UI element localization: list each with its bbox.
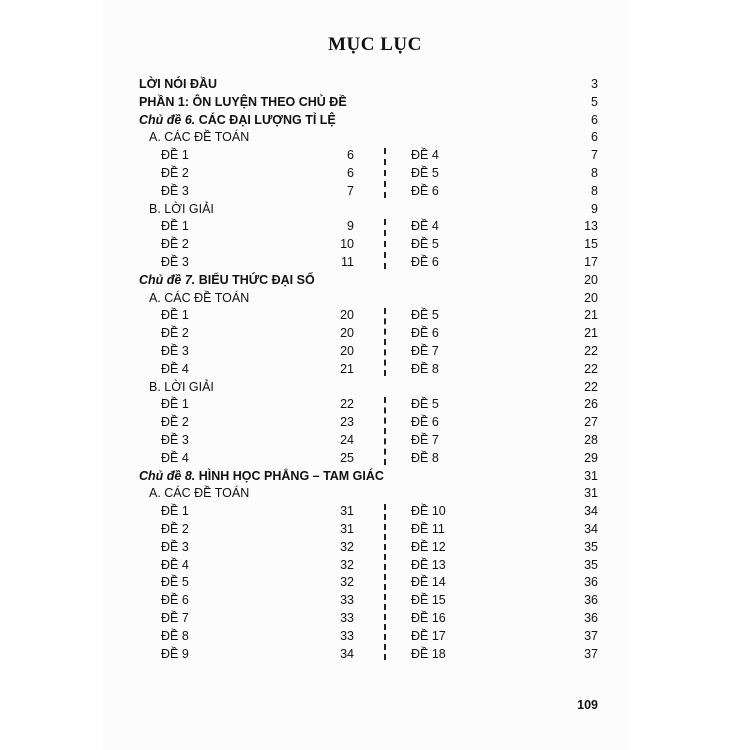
exercise-left-label: ĐỀ 3	[161, 183, 189, 198]
exercise-right-page: 34	[584, 504, 598, 519]
exercise-right-page: 37	[584, 646, 598, 661]
exercise-left-label: ĐỀ 5	[161, 575, 189, 590]
exercise-right-label: ĐỀ 12	[411, 539, 446, 554]
section-row[interactable]	[0, 200, 750, 218]
section-row[interactable]	[0, 378, 750, 396]
exercise-left-page: 23	[340, 415, 354, 430]
exercise-right-label: ĐỀ 5	[411, 308, 439, 323]
exercise-right-page: 15	[584, 237, 598, 252]
exercise-left-label: ĐỀ 2	[161, 166, 189, 180]
exercise-row[interactable]	[0, 520, 750, 538]
exercise-row[interactable]	[0, 217, 750, 235]
exercise-left-page: 9	[347, 219, 354, 234]
exercise-left-page: 33	[340, 628, 354, 643]
exercise-right-label: ĐỀ 5	[411, 237, 439, 252]
exercise-right-label: ĐỀ 8	[411, 450, 439, 465]
exercise-row[interactable]	[0, 146, 750, 164]
exercise-row[interactable]	[0, 164, 750, 182]
exercise-right-page: 17	[584, 255, 598, 269]
exercise-right-label: ĐỀ 17	[411, 628, 446, 643]
exercise-right-page: 22	[584, 361, 598, 376]
entry-page-number: 3	[591, 77, 598, 91]
exercise-right-label: ĐỀ 8	[411, 361, 439, 376]
exercise-right-page: 34	[584, 522, 598, 536]
exercise-right-page: 27	[584, 415, 598, 430]
exercise-row[interactable]	[0, 253, 750, 271]
page-title: MỤC LỤC	[328, 34, 422, 55]
topic-label	[139, 111, 336, 129]
toc-entry[interactable]	[0, 75, 750, 93]
exercise-right-label: ĐỀ 7	[411, 433, 439, 447]
page-number: 109	[577, 698, 598, 712]
exercise-left-page: 6	[347, 166, 354, 180]
exercise-right-page: 7	[591, 148, 598, 163]
exercise-right-label: ĐỀ 16	[411, 611, 446, 625]
exercise-right-page: 21	[584, 326, 598, 341]
exercise-row[interactable]	[0, 556, 750, 574]
exercise-right-label: ĐỀ 5	[411, 166, 439, 180]
exercise-left-label: ĐỀ 4	[161, 557, 189, 572]
exercise-left-label: ĐỀ 3	[161, 433, 189, 447]
exercise-left-label: ĐỀ 1	[161, 504, 189, 519]
exercise-right-label: ĐỀ 13	[411, 557, 446, 572]
column-divider	[384, 148, 386, 197]
toc-entry[interactable]	[0, 93, 750, 111]
exercise-right-page: 36	[584, 593, 598, 608]
exercise-left-label: ĐỀ 1	[161, 148, 189, 163]
topic-row[interactable]	[0, 111, 750, 129]
exercise-row[interactable]	[0, 502, 750, 520]
section-page-number: 6	[591, 130, 598, 145]
exercise-left-page: 34	[340, 646, 354, 661]
exercise-left-page: 20	[340, 344, 354, 358]
exercise-right-label: ĐỀ 5	[411, 397, 439, 412]
section-label: A. CÁC ĐỀ TOÁN	[149, 290, 250, 305]
section-label: A. CÁC ĐỀ TOÁN	[149, 130, 250, 145]
exercise-right-page: 29	[584, 450, 598, 465]
exercise-left-label: ĐỀ 1	[161, 308, 189, 323]
column-divider	[384, 308, 386, 375]
exercise-right-page: 28	[584, 433, 598, 447]
exercise-left-label: ĐỀ 6	[161, 593, 189, 608]
exercise-row[interactable]	[0, 645, 750, 663]
topic-page-number: 20	[584, 272, 598, 287]
topic-name: CÁC ĐẠI LƯỢNG TỈ LỆ	[198, 112, 336, 127]
topic-name: BIỂU THỨC ĐẠI SỐ	[198, 272, 315, 287]
exercise-right-label: ĐỀ 6	[411, 255, 439, 269]
entry-label: LỜI NÓI ĐẦU	[139, 77, 218, 91]
exercise-left-page: 24	[340, 433, 354, 447]
exercise-row[interactable]	[0, 306, 750, 324]
exercise-row[interactable]	[0, 449, 750, 467]
topic-prefix: Chủ đề 8.	[139, 468, 196, 483]
exercise-row[interactable]	[0, 627, 750, 645]
topic-page-number: 6	[591, 112, 598, 127]
section-page-number: 22	[584, 379, 598, 394]
exercise-left-label: ĐỀ 9	[161, 646, 189, 661]
exercise-right-label: ĐỀ 14	[411, 575, 446, 590]
exercise-right-label: ĐỀ 10	[411, 504, 446, 519]
section-label: A. CÁC ĐỀ TOÁN	[149, 486, 250, 501]
column-divider	[384, 219, 386, 268]
exercise-right-page: 35	[584, 539, 598, 554]
exercise-right-label: ĐỀ 4	[411, 219, 439, 234]
topic-prefix: Chủ đề 7.	[139, 272, 196, 287]
section-page-number: 31	[584, 486, 598, 501]
exercise-left-page: 31	[340, 504, 354, 519]
exercise-left-page: 10	[340, 237, 354, 252]
topic-prefix: Chủ đề 6.	[139, 112, 196, 127]
section-page-number: 20	[584, 290, 598, 305]
exercise-left-page: 33	[340, 593, 354, 608]
exercise-left-page: 22	[340, 397, 354, 412]
exercise-left-page: 20	[340, 326, 354, 341]
exercise-right-page: 37	[584, 628, 598, 643]
exercise-left-page: 6	[347, 148, 354, 163]
exercise-left-label: ĐỀ 2	[161, 326, 189, 341]
exercise-left-page: 32	[340, 557, 354, 572]
exercise-right-label: ĐỀ 11	[411, 522, 445, 536]
section-page-number: 9	[591, 201, 598, 216]
exercise-right-label: ĐỀ 18	[411, 646, 446, 661]
topic-page-number: 31	[584, 468, 598, 483]
exercise-right-page: 8	[591, 183, 598, 198]
exercise-right-page: 36	[584, 575, 598, 590]
exercise-row[interactable]	[0, 324, 750, 342]
exercise-row[interactable]	[0, 431, 750, 449]
exercise-row[interactable]	[0, 182, 750, 200]
exercise-left-label: ĐỀ 7	[161, 611, 189, 625]
exercise-left-label: ĐỀ 1	[161, 219, 189, 234]
topic-label	[139, 271, 315, 289]
exercise-left-label: ĐỀ 3	[161, 344, 189, 358]
exercise-left-page: 31	[340, 522, 354, 536]
exercise-row[interactable]	[0, 342, 750, 360]
entry-label: PHẦN 1: ÔN LUYỆN THEO CHỦ ĐỀ	[139, 94, 347, 109]
exercise-right-page: 35	[584, 557, 598, 572]
exercise-row[interactable]	[0, 538, 750, 556]
exercise-row[interactable]	[0, 609, 750, 627]
exercise-right-label: ĐỀ 6	[411, 415, 439, 430]
exercise-left-page: 25	[340, 450, 354, 465]
exercise-right-label: ĐỀ 6	[411, 326, 439, 341]
exercise-left-page: 32	[340, 575, 354, 590]
exercise-left-label: ĐỀ 3	[161, 539, 189, 554]
exercise-left-label: ĐỀ 8	[161, 628, 189, 643]
exercise-left-page: 7	[347, 183, 354, 198]
topic-name: HÌNH HỌC PHẲNG – TAM GIÁC	[198, 468, 384, 483]
exercise-row[interactable]	[0, 360, 750, 378]
section-label: B. LỜI GIẢI	[149, 379, 214, 394]
exercise-right-page: 22	[584, 344, 598, 358]
exercise-left-label: ĐỀ 4	[161, 361, 189, 376]
exercise-row[interactable]	[0, 235, 750, 253]
exercise-left-label: ĐỀ 2	[161, 415, 189, 430]
exercise-right-page: 36	[584, 611, 598, 625]
topic-label	[139, 467, 384, 485]
section-row[interactable]	[0, 128, 750, 146]
exercise-row[interactable]	[0, 395, 750, 413]
exercise-left-label: ĐỀ 1	[161, 397, 189, 412]
exercise-left-label: ĐỀ 2	[161, 522, 189, 536]
exercise-row[interactable]	[0, 573, 750, 591]
exercise-left-label: ĐỀ 4	[161, 450, 189, 465]
exercise-left-page: 11	[341, 255, 354, 269]
column-divider	[384, 504, 386, 660]
exercise-row[interactable]	[0, 591, 750, 609]
exercise-right-page: 13	[584, 219, 598, 234]
section-row[interactable]	[0, 289, 750, 307]
exercise-left-page: 33	[340, 611, 354, 625]
exercise-row[interactable]	[0, 413, 750, 431]
section-label: B. LỜI GIẢI	[149, 201, 214, 216]
exercise-left-label: ĐỀ 2	[161, 237, 189, 252]
exercise-right-page: 8	[591, 166, 598, 180]
exercise-left-page: 20	[340, 308, 354, 323]
topic-row[interactable]	[0, 271, 750, 289]
exercise-right-page: 26	[584, 397, 598, 412]
exercise-right-label: ĐỀ 4	[411, 148, 439, 163]
entry-page-number: 5	[591, 94, 598, 109]
exercise-left-page: 32	[340, 539, 354, 554]
section-row[interactable]	[0, 484, 750, 502]
exercise-left-page: 21	[340, 361, 354, 376]
column-divider	[384, 397, 386, 464]
exercise-right-label: ĐỀ 15	[411, 593, 446, 608]
exercise-right-label: ĐỀ 7	[411, 344, 439, 358]
topic-row[interactable]	[0, 467, 750, 485]
exercise-right-label: ĐỀ 6	[411, 183, 439, 198]
exercise-left-label: ĐỀ 3	[161, 255, 189, 269]
exercise-right-page: 21	[584, 308, 598, 323]
